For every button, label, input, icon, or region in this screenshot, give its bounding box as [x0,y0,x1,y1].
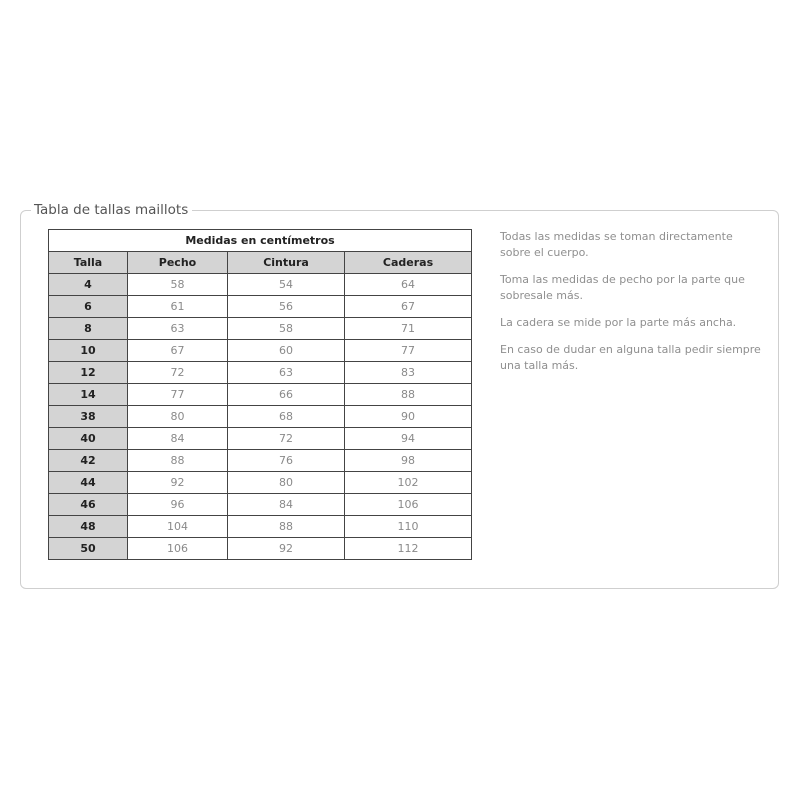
cell-cintura: 84 [228,494,345,516]
cell-caderas: 67 [345,296,472,318]
cell-caderas: 83 [345,362,472,384]
table-row [49,274,472,296]
cell-caderas: 112 [345,538,472,560]
cell-cintura: 58 [228,318,345,340]
cell-talla: 12 [49,362,128,384]
table-row [49,362,472,384]
cell-pecho: 96 [128,494,228,516]
note-chest: Toma las medidas de pecho por la parte que sobresale más. [500,273,745,302]
cell-talla: 4 [49,274,128,296]
table-row [49,406,472,428]
table-row [49,516,472,538]
cell-talla: 44 [49,472,128,494]
cell-caderas: 106 [345,494,472,516]
cell-cintura: 76 [228,450,345,472]
cell-talla: 42 [49,450,128,472]
cell-caderas: 71 [345,318,472,340]
cell-pecho: 61 [128,296,228,318]
column-header-cintura: Cintura [228,252,345,274]
cell-pecho: 58 [128,274,228,296]
cell-cintura: 72 [228,428,345,450]
table-row [49,340,472,362]
cell-caderas: 102 [345,472,472,494]
note-measure-body: Todas las medidas se toman directamente sobre el cuerpo. [500,230,733,259]
cell-pecho: 67 [128,340,228,362]
table-header-row [49,252,472,274]
size-notes [500,229,762,385]
cell-cintura: 92 [228,538,345,560]
cell-pecho: 84 [128,428,228,450]
note-size-up: En caso de dudar en alguna talla pedir siempre una talla más. [500,343,761,372]
cell-caderas: 110 [345,516,472,538]
cell-caderas: 77 [345,340,472,362]
cell-talla: 14 [49,384,128,406]
size-table [48,229,472,560]
table-row [49,384,472,406]
cell-cintura: 66 [228,384,345,406]
cell-talla: 40 [49,428,128,450]
cell-pecho: 104 [128,516,228,538]
cell-talla: 6 [49,296,128,318]
column-header-pecho: Pecho [128,252,228,274]
cell-cintura: 88 [228,516,345,538]
table-row [49,494,472,516]
cell-talla: 48 [49,516,128,538]
cell-cintura: 63 [228,362,345,384]
column-header-caderas: Caderas [345,252,472,274]
cell-cintura: 60 [228,340,345,362]
table-row [49,538,472,560]
table-row [49,318,472,340]
cell-talla: 46 [49,494,128,516]
cell-pecho: 63 [128,318,228,340]
cell-cintura: 56 [228,296,345,318]
table-caption: Medidas en centímetros [49,230,472,252]
cell-talla: 8 [49,318,128,340]
table-row [49,450,472,472]
note-hips: La cadera se mide por la parte más ancha. [500,316,737,329]
cell-pecho: 88 [128,450,228,472]
cell-pecho: 106 [128,538,228,560]
cell-caderas: 90 [345,406,472,428]
table-caption-row [49,230,472,252]
cell-pecho: 92 [128,472,228,494]
cell-caderas: 64 [345,274,472,296]
cell-pecho: 77 [128,384,228,406]
table-row [49,296,472,318]
cell-cintura: 54 [228,274,345,296]
table-row [49,472,472,494]
cell-talla: 10 [49,340,128,362]
cell-pecho: 72 [128,362,228,384]
cell-cintura: 68 [228,406,345,428]
size-chart-panel [20,202,779,589]
cell-pecho: 80 [128,406,228,428]
cell-cintura: 80 [228,472,345,494]
cell-talla: 38 [49,406,128,428]
cell-talla: 50 [49,538,128,560]
panel-title: Tabla de tallas maillots [31,201,192,219]
column-header-talla: Talla [49,252,128,274]
cell-caderas: 88 [345,384,472,406]
table-row [49,428,472,450]
cell-caderas: 98 [345,450,472,472]
cell-caderas: 94 [345,428,472,450]
